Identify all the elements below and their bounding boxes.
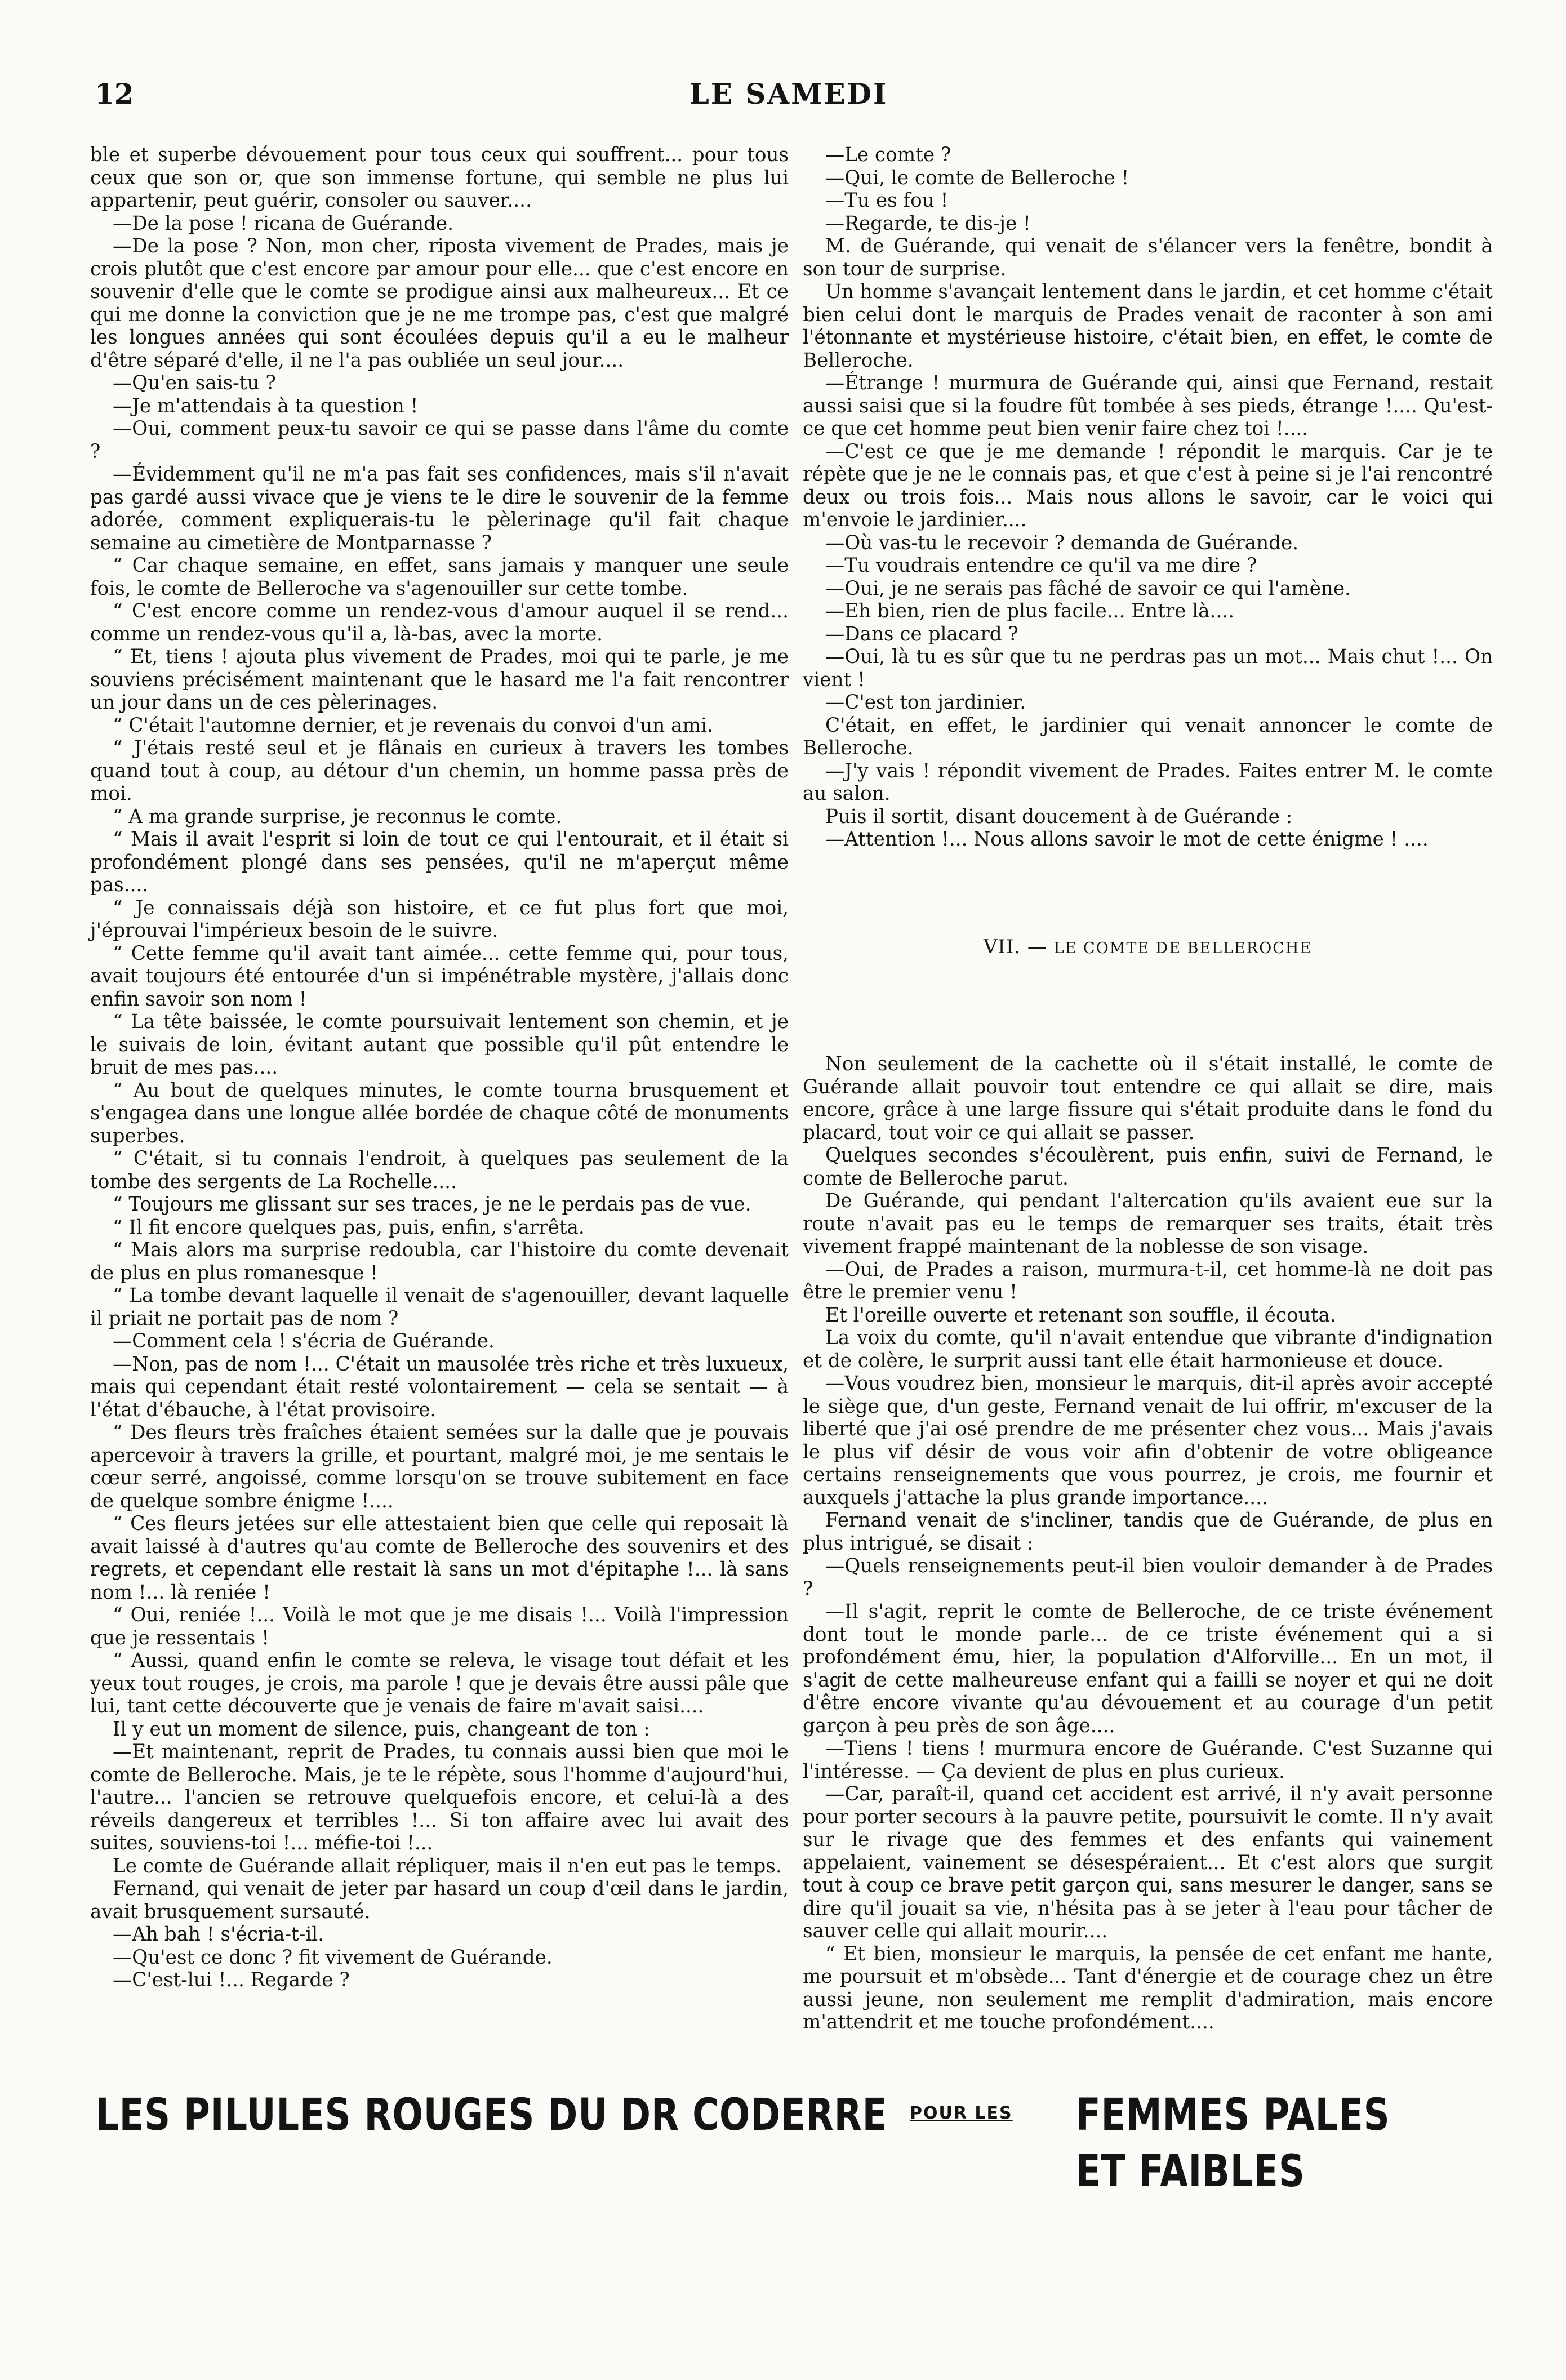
paragraph: —Oui, de Prades a raison, murmura-t-il, cet homme-là ne doit pas être le premier venu ! [803, 1258, 1493, 1304]
paragraph: “ Et, tiens ! ajouta plus vivement de Prades, moi qui te parle, je me souviens précisément maintenant que le hasard me l'a fait rencontrer un jour dans un de ces pèlerinages. [90, 646, 789, 714]
paragraph: “ Toujours me glissant sur ses traces, je ne le perdais pas de vue. [113, 1193, 751, 1216]
paragraph: —Dans ce placard ? [825, 622, 1018, 646]
paragraph: “ Mais alors ma surprise redoubla, car l'histoire du comte devenait de plus en plus romanesque ! [90, 1239, 789, 1284]
paragraph: “ Mais il avait l'esprit si loin de tout ce qui l'entourait, et il était si profondément plongé dans ses pensées, qu'il ne m'aperçut même pas.... [90, 828, 789, 896]
paragraph: —Tu voudrais entendre ce qu'il va me dire ? [825, 554, 1257, 577]
paragraph: —C'est ton jardinier. [825, 691, 1026, 714]
ad-right-text: FEMMES PALES ET FAIBLES [1076, 2090, 1390, 2197]
chapter-number: VII. — [983, 935, 1047, 958]
paragraph: —Et maintenant, reprit de Prades, tu connais aussi bien que moi le comte de Belleroche. Mais, je te le répète, sous l'homme d'aujourd'hui, l'autre... l'ancien se retrouve quelquefois encore, et celui-là a des réveils dangereux et terribles !... Si ton affaire avec lui avait des suites, souviens-toi !... méfie-toi !... [90, 1741, 789, 1854]
paragraph: —Étrange ! murmura de Guérande qui, ainsi que Fernand, restait aussi saisi que si la foudre fût tombée à ses pieds, étrange !.... Qu'est-ce que cet homme peut bien venir faire chez toi !.... [803, 372, 1493, 440]
chapter-title: LE COMTE DE BELLEROCHE [1053, 939, 1313, 957]
paragraph: —Je m'attendais à ta question ! [113, 394, 419, 417]
paragraph: “ J'étais resté seul et je flânais en curieux à travers les tombes quand tout à coup, au détour d'un chemin, un homme passa près de moi. [90, 737, 789, 805]
paragraph: —Attention !... Nous allons savoir le mot de cette énigme ! .... [825, 828, 1429, 851]
paragraph: “ C'est encore comme un rendez-vous d'amour auquel il se rend... comme un rendez-vous qu'il a, là-bas, avec la morte. [90, 600, 789, 646]
paragraph: —Eh bien, rien de plus facile... Entre là.... [825, 600, 1235, 622]
paragraph: Puis il sortit, disant doucement à de Guérande : [825, 805, 1293, 828]
paragraph: —Quels renseignements peut-il bien vouloir demander à de Prades ? [803, 1555, 1493, 1600]
paragraph: Non seulement de la cachette où il s'était installé, le comte de Guérande allait pouvoir tout entendre ce qui allait se dire, mais encore, grâce à une large fissure qui s'était produite dans le fond du placard, tout voir ce qui allait se passer. [803, 1053, 1493, 1144]
paragraph: Fernand, qui venait de jeter par hasard un coup d'œil dans le jardin, avait brusquement sursauté. [90, 1878, 789, 1923]
paragraph: “ Aussi, quand enfin le comte se releva, le visage tout défait et les yeux tout rouges, je crois, ma parole ! que je devais être aussi pâle que lui, tant cette découverte que je venais de faire m'avait saisi.... [90, 1649, 789, 1718]
paragraph: “ La tête baissée, le comte poursuivait lentement son chemin, et je le suivais de loin, évitant autant que possible qu'il pût entendre le bruit de mes pas.... [90, 1011, 789, 1079]
paragraph: “ La tombe devant laquelle il venait de s'agenouiller, devant laquelle il priait ne portait pas de nom ? [90, 1284, 789, 1330]
paragraph: Le comte de Guérande allait répliquer, mais il n'en eut pas le temps. [113, 1854, 782, 1878]
paragraph: —Regarde, te dis-je ! [825, 212, 1031, 235]
paragraph: —C'est ce que je me demande ! répondit le marquis. Car je te répète que je ne le connais pas, et que c'est à peine si je l'ai rencontré deux ou trois fois... Mais nous allons le savoir, car le voici qui m'envoie le jardinier.... [803, 440, 1493, 531]
right-column-top [803, 144, 1493, 851]
paragraph: —De la pose ? Non, mon cher, riposta vivement de Prades, mais je crois plutôt que c'est encore par amour pour elle... que c'est encore en souvenir d'elle que le comte se prodigue ainsi aux malheureux... Et ce qui me donne la conviction que je ne me trompe pas, c'est que malgré les longues années qui sont écoulées depuis qu'il a eu le malheur d'être séparé d'elle, il ne l'a pas oubliée un seul jour.... [90, 235, 789, 372]
paragraph: —Le comte ? [825, 144, 951, 166]
paragraph: —De la pose ! ricana de Guérande. [113, 212, 453, 235]
paragraph: —Vous voudrez bien, monsieur le marquis, dit-il après avoir accepté le siège que, d'un geste, Fernand venait de lui offrir, m'excuser de la liberté que j'ai osé prendre de me présenter chez vous... Mais j'avais le plus vif désir de vous voir afin d'obtenir de votre obligeance certains renseignements que vous pourrez, je crois, me fournir et auxquels j'attache la plus grande importance.... [803, 1372, 1493, 1509]
paragraph: “ Et bien, monsieur le marquis, la pensée de cet enfant me hante, me poursuit et m'obsède... Tant d'énergie et de courage chez un être aussi jeune, non seulement me remplit d'admiration, mais encore m'attendrit et me touche profondément.... [803, 1942, 1493, 2034]
paragraph: —Qui, le comte de Belleroche ! [825, 166, 1129, 189]
paragraph: —Qu'est ce donc ? fit vivement de Guérande. [113, 1946, 553, 1969]
paragraph: “ Oui, reniée !... Voilà le mot que je me disais !... Voilà l'impression que je ressentais ! [90, 1604, 789, 1649]
paragraph: —Non, pas de nom !... C'était un mausolée très riche et très luxueux, mais qui cependant était resté volontairement — cela se sentait — à l'état d'ébauche, à l'état provisoire. [90, 1353, 789, 1421]
paragraph: Il y eut un moment de silence, puis, changeant de ton : [113, 1718, 650, 1741]
paragraph: Fernand venait de s'incliner, tandis que de Guérande, de plus en plus intrigué, se disait : [803, 1509, 1493, 1555]
paragraph: —Qu'en sais-tu ? [113, 372, 276, 394]
paragraph: “ C'était, si tu connais l'endroit, à quelques pas seulement de la tombe des sergents de La Rochelle.... [90, 1147, 789, 1193]
paragraph: M. de Guérande, qui venait de s'élancer vers la fenêtre, bondit à son tour de surprise. [803, 235, 1493, 281]
paragraph: “ Je connaissais déjà son histoire, et ce fut plus fort que moi, j'éprouvai l'impérieux besoin de le suivre. [90, 896, 789, 942]
page-number: 12 [95, 77, 134, 110]
paragraph: —Oui, comment peux-tu savoir ce qui se passe dans l'âme du comte ? [90, 417, 789, 463]
footer-advertisement [84, 2087, 1493, 2197]
paragraph: “ A ma grande surprise, je reconnus le comte. [113, 805, 562, 828]
paragraph: —Oui, je ne serais pas fâché de savoir ce qui l'amène. [825, 577, 1351, 600]
paragraph: —Où vas-tu le recevoir ? demanda de Guérande. [825, 531, 1299, 554]
paragraph: La voix du comte, qu'il n'avait entendue que vibrante d'indignation et de colère, le surprit aussi tant elle était harmonieuse et douce. [803, 1327, 1493, 1372]
paragraph: “ Il fit encore quelques pas, puis, enfin, s'arrêta. [113, 1216, 585, 1239]
right-column [803, 144, 1493, 2034]
ad-left-text: LES PILULES ROUGES DU DR CODERRE [96, 2090, 888, 2141]
paragraph: “ Cette femme qu'il avait tant aimée... cette femme qui, pour tous, avait toujours été entourée d'un si impénétrable mystère, j'allais donc enfin savoir son nom ! [90, 942, 789, 1011]
ad-mid-text: POUR LES [910, 2103, 1013, 2123]
paragraph: —Évidemment qu'il ne m'a pas fait ses confidences, mais s'il n'avait pas gardé aussi vivace que je viens te le dire le souvenir de la femme adorée, comment expliquerais-tu le pèlerinage qu'il fait chaque semaine au cimetière de Montparnasse ? [90, 463, 789, 554]
paragraph: “ C'était l'automne dernier, et je revenais du convoi d'un ami. [113, 714, 713, 737]
paragraph: “ Car chaque semaine, en effet, sans jamais y manquer une seule fois, le comte de Belleroche va s'agenouiller sur cette tombe. [90, 554, 789, 600]
paragraph: “ Ces fleurs jetées sur elle attestaient bien que celle qui reposait là avait laissé à d'autres qu'au comte de Belleroche des souvenirs et des regrets, et cependant elle restait là sans un mot d'épitaphe !... là sans nom !... là reniée ! [90, 1512, 789, 1604]
paragraph: —Tiens ! tiens ! murmura encore de Guérande. C'est Suzanne qui l'intéresse. — Ça devient de plus en plus curieux. [803, 1737, 1493, 1783]
paragraph: ble et superbe dévouement pour tous ceux qui souffrent... pour tous ceux que son or, que son immense fortune, qui semble ne plus lui appartenir, peut guérir, consoler ou sauver.... [90, 144, 789, 212]
chapter-heading [803, 936, 1493, 960]
paragraph: —C'est-lui !... Regarde ? [113, 1969, 350, 1991]
paragraph: —Ah bah ! s'écria-t-il. [113, 1923, 324, 1946]
paragraph: Et l'oreille ouverte et retenant son souffle, il écouta. [825, 1304, 1336, 1327]
paragraph: —Car, paraît-il, quand cet accident est arrivé, il n'y avait personne pour porter secours à la pauvre petite, poursuivit le comte. Il n'y avait sur le rivage que des femmes et des enfants qui vainement appelaient, vainement se désespéraient... Et c'est alors que surgit tout à coup ce brave petit garçon qui, sans mesurer le danger, sans se dire qu'il jouait sa vie, n'hésita pas à se jeter à l'eau pour tâcher de sauver celle qui allait mourir.... [803, 1783, 1493, 1942]
left-column [90, 144, 789, 1992]
paragraph: —Tu es fou ! [825, 189, 949, 212]
paragraph: —Il s'agit, reprit le comte de Belleroche, de ce triste événement dont tout le monde parle... de ce triste événement qui a si profondément ému, hier, la population d'Alforville... En un mot, il s'agit de cette malheureuse enfant qui a failli se noyer et qui ne doit d'être encore vivante qu'au dévouement et au courage d'un petit garçon à peu près de son âge.... [803, 1600, 1493, 1737]
paragraph: —J'y vais ! répondit vivement de Prades. Faites entrer M. le comte au salon. [803, 759, 1493, 805]
paragraph: “ Au bout de quelques minutes, le comte tourna brusquement et s'engagea dans une longue allée bordée de chaque côté de monuments superbes. [90, 1079, 789, 1147]
paragraph: Quelques secondes s'écoulèrent, puis enfin, suivi de Fernand, le comte de Belleroche parut. [803, 1144, 1493, 1190]
paragraph: C'était, en effet, le jardinier qui venait annoncer le comte de Belleroche. [803, 714, 1493, 759]
journal-title: LE SAMEDI [689, 77, 888, 110]
paragraph: —Oui, là tu es sûr que tu ne perdras pas un mot... Mais chut !... On vient ! [803, 646, 1493, 691]
paragraph: “ Des fleurs très fraîches étaient semées sur la dalle que je pouvais apercevoir à travers la grille, et pourtant, malgré moi, je me sentais le cœur serré, angoissé, comme lorsqu'on se trouve subitement en face de quelque sombre énigme !.... [90, 1421, 789, 1512]
right-column-bottom [803, 1053, 1493, 2034]
paragraph: —Comment cela ! s'écria de Guérande. [113, 1330, 495, 1353]
paragraph: De Guérande, qui pendant l'altercation qu'ils avaient eue sur la route n'avait pas eu le temps de remarquer ses traits, était très vivement frappé maintenant de la noblesse de son visage. [803, 1190, 1493, 1258]
page-header [84, 70, 1493, 121]
paragraph: Un homme s'avançait lentement dans le jardin, et cet homme c'était bien celui dont le marquis de Prades venait de raconter à son ami l'étonnante et mystérieuse histoire, c'était bien, en effet, le comte de Belleroche. [803, 281, 1493, 372]
